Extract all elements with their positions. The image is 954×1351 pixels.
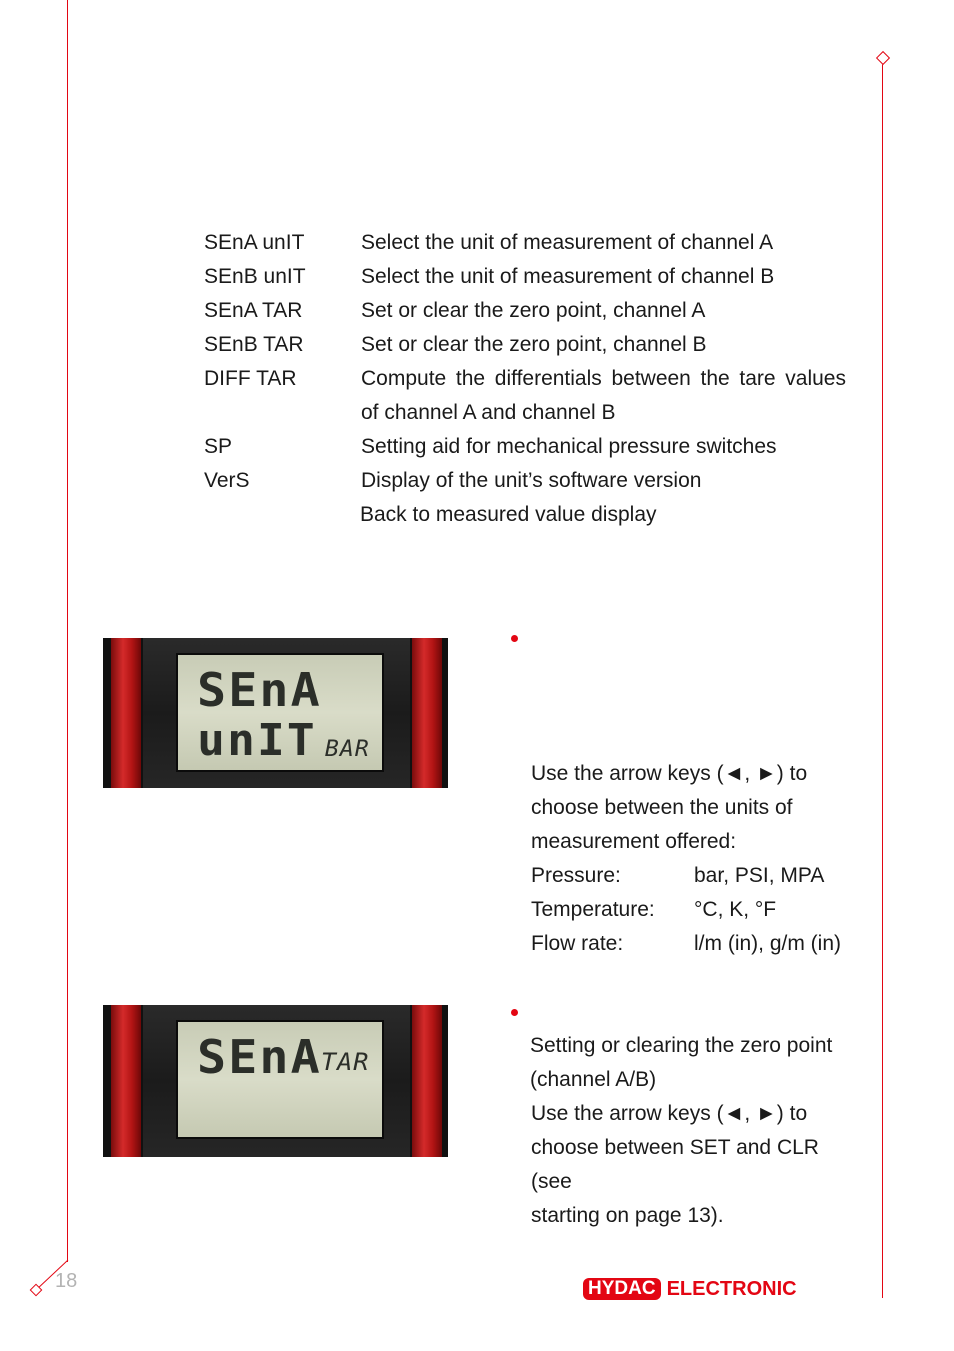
- logo-badge: HYDAC: [583, 1278, 661, 1300]
- text-line: choose between the units of: [531, 796, 793, 819]
- logo-text: ELECTRONIC: [666, 1277, 797, 1300]
- menu-desc: Setting aid for mechanical pressure switches: [361, 435, 777, 458]
- menu-key: DIFF TAR: [204, 367, 297, 390]
- device-display-photo-unit: [103, 638, 448, 788]
- lcd-tag-label: TAR: [320, 1048, 370, 1076]
- lcd-line-1: SEnA: [197, 663, 322, 717]
- text-line: (channel A/B): [530, 1068, 657, 1091]
- menu-desc: Set or clear the zero point, channel B: [361, 333, 707, 356]
- text-line: starting on page 13).: [531, 1204, 724, 1227]
- menu-row: [204, 430, 846, 464]
- text-line: measurement offered:: [531, 830, 737, 853]
- menu-key: SEnA TAR: [204, 299, 303, 322]
- hydac-electronic-logo: [583, 1276, 797, 1302]
- menu-desc: Select the unit of measurement of channel A: [361, 231, 774, 254]
- text-line: (see: [531, 1170, 572, 1193]
- zero-point-text: [530, 1029, 870, 1233]
- lcd-unit-label: BAR: [324, 737, 370, 762]
- menu-desc: Select the unit of measurement of channel B: [361, 265, 775, 288]
- bullet-marker: [511, 1009, 518, 1016]
- unit-row: [531, 927, 861, 961]
- menu-desc: Back to measured value display: [360, 503, 657, 526]
- right-margin-line: [882, 62, 883, 1298]
- text-line: choose between SET and CLR: [531, 1136, 819, 1159]
- menu-row: [204, 328, 846, 362]
- left-margin-line: [67, 0, 68, 1262]
- menu-desc: Set or clear the zero point, channel A: [361, 299, 706, 322]
- unit-selection-text: [531, 757, 861, 961]
- unit-values: bar, PSI, MPA: [694, 864, 825, 887]
- unit-label: Temperature:: [531, 898, 655, 921]
- menu-row: [204, 226, 846, 260]
- unit-label: Flow rate:: [531, 932, 624, 955]
- device-display-photo-tare: [103, 1005, 448, 1157]
- menu-key: [204, 498, 361, 532]
- menu-key: VerS: [204, 469, 250, 492]
- lcd-screen: [176, 653, 384, 772]
- unit-row: [531, 893, 861, 927]
- menu-desc: Display of the unit’s software version: [361, 469, 702, 492]
- menu-key: SEnA unIT: [204, 231, 305, 254]
- menu-row: [204, 260, 846, 294]
- text-line: Use the arrow keys (◄, ►) to: [531, 762, 808, 785]
- bullet-marker: [511, 635, 518, 642]
- menu-desc: Compute the differentials between the tare values of channel A and channel B: [361, 367, 846, 424]
- unit-values: °C, K, °F: [694, 898, 777, 921]
- menu-row: [204, 498, 846, 532]
- text-line: Setting or clearing the zero point: [530, 1034, 833, 1057]
- unit-row: [531, 859, 861, 893]
- top-right-diamond-marker: [876, 51, 890, 65]
- menu-key: SEnB TAR: [204, 333, 304, 356]
- menu-description-list: [204, 226, 846, 532]
- lcd-line-2: unIT: [197, 715, 317, 766]
- menu-row: [204, 362, 846, 430]
- menu-key: SEnB unIT: [204, 265, 306, 288]
- menu-row: [204, 464, 846, 498]
- unit-label: Pressure:: [531, 864, 621, 887]
- lcd-screen: [176, 1020, 384, 1139]
- page-number: 18: [55, 1270, 78, 1292]
- text-line: Use the arrow keys (◄, ►) to: [531, 1102, 808, 1125]
- unit-values: l/m (in), g/m (in): [694, 932, 841, 955]
- menu-row: [204, 294, 846, 328]
- menu-key: SP: [204, 435, 233, 458]
- lcd-line-1: SEnA: [197, 1030, 322, 1084]
